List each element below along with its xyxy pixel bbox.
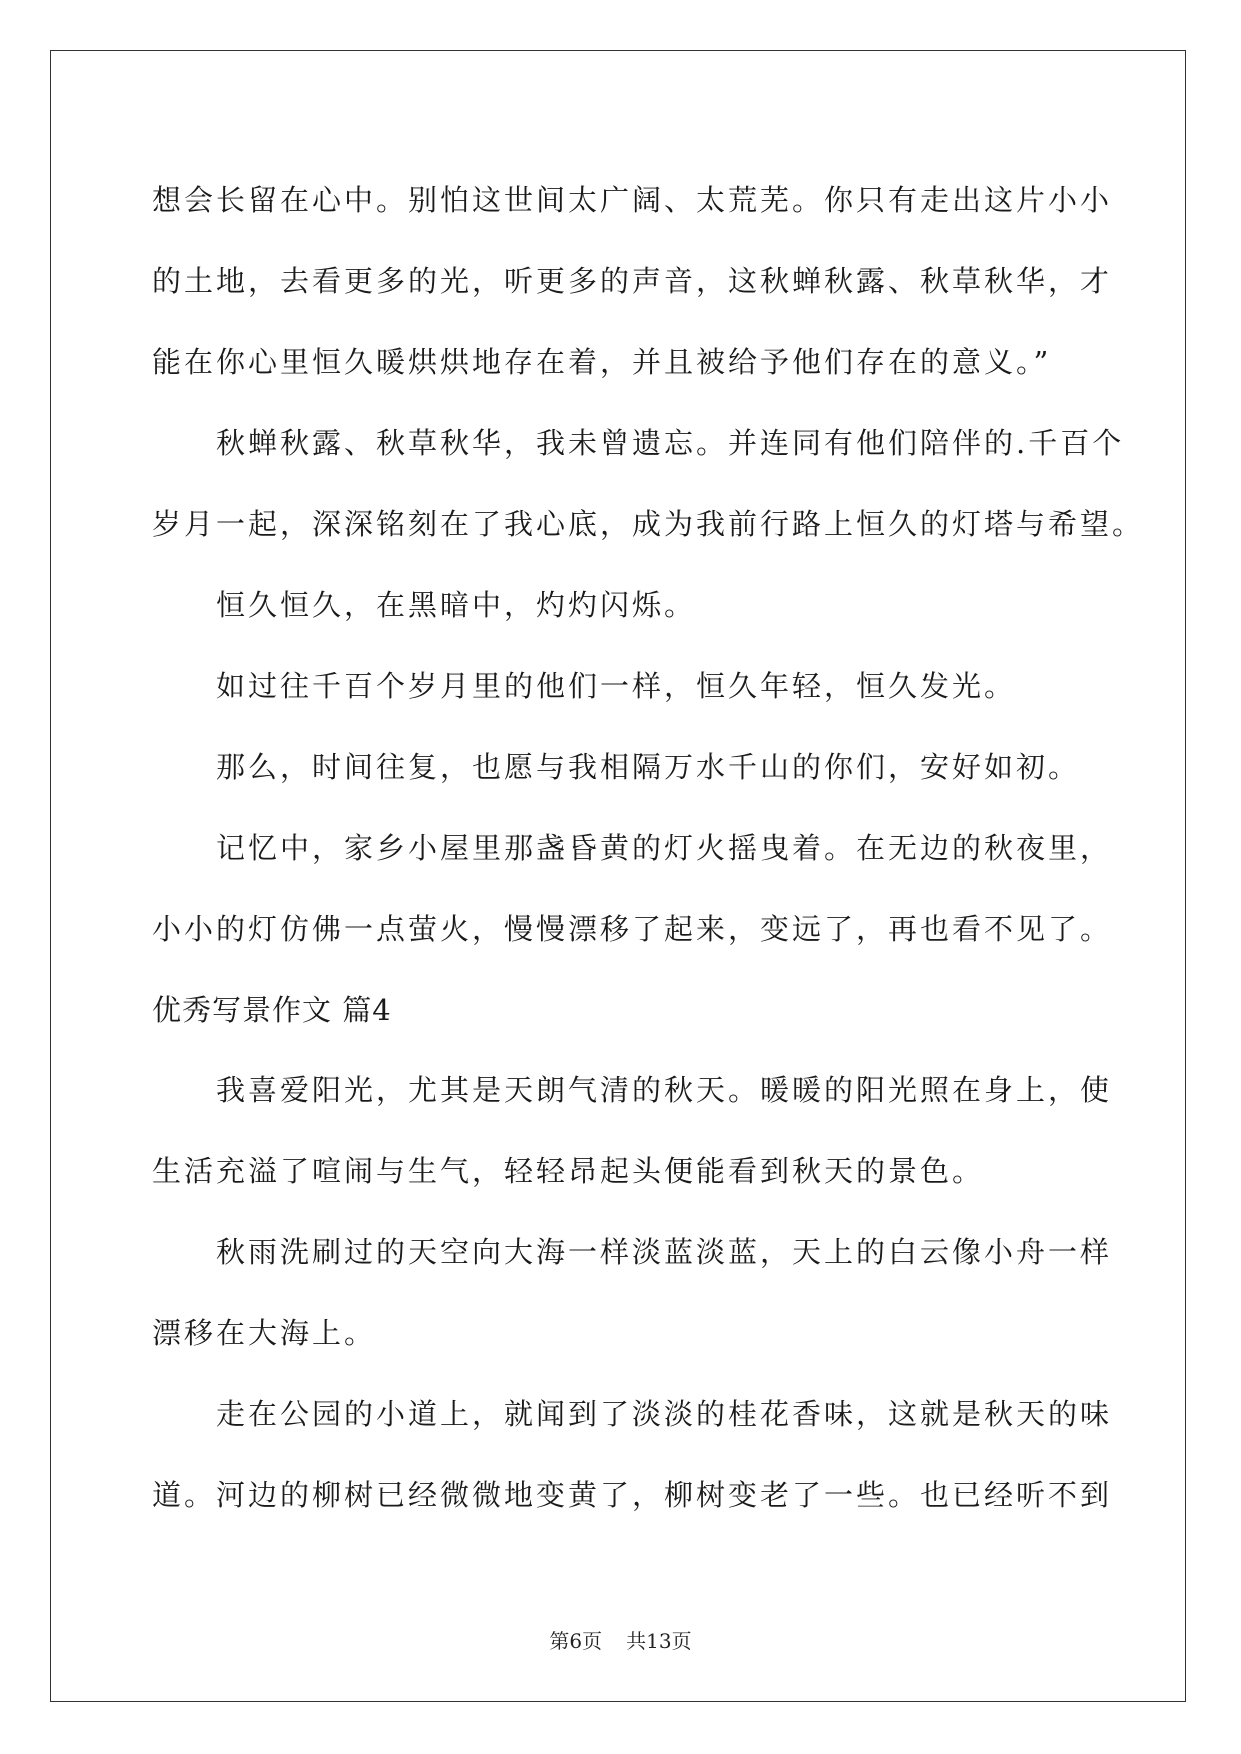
text-line: 岁月一起，深深铭刻在了我心底，成为我前行路上恒久的灯塔与希望。 (152, 507, 1145, 541)
text-line: 走在公园的小道上，就闻到了淡淡的桂花香味，这就是秋天的味 (216, 1397, 1113, 1431)
text-line: 那么，时间往复，也愿与我相隔万水千山的你们，安好如初。 (216, 750, 1081, 784)
text-line: 能在你心里恒久暖烘烘地存在着，并且被给予他们存在的意义。” (152, 345, 1052, 379)
document-body (152, 160, 1145, 1536)
text-line: 秋雨洗刷过的天空向大海一样淡蓝淡蓝，天上的白云像小舟一样 (216, 1235, 1113, 1269)
text-line: 小小的灯仿佛一点萤火，慢慢漂移了起来，变远了，再也看不见了。 (152, 912, 1113, 946)
text-line: 恒久恒久，在黑暗中，灼灼闪烁。 (216, 588, 697, 622)
section-heading: 优秀写景作文 篇4 (152, 993, 392, 1027)
page-footer (0, 1625, 1241, 1654)
text-line: 记忆中，家乡小屋里那盏昏黄的灯火摇曳着。在无边的秋夜里， (216, 831, 1113, 865)
text-line: 秋蝉秋露、秋草秋华，我未曾遗忘。并连同有他们陪伴的.千百个 (216, 426, 1125, 460)
text-line: 如过往千百个岁月里的他们一样，恒久年轻，恒久发光。 (216, 669, 1017, 703)
text-line: 漂移在大海上。 (152, 1316, 377, 1350)
text-line: 我喜爱阳光，尤其是天朗气清的秋天。暖暖的阳光照在身上，使 (216, 1073, 1113, 1107)
text-line: 想会长留在心中。别怕这世间太广阔、太荒芜。你只有走出这片小小 (152, 183, 1113, 217)
page-number-current: 第6页 (549, 1629, 603, 1653)
text-line: 的土地，去看更多的光，听更多的声音，这秋蝉秋露、秋草秋华，才 (152, 264, 1113, 298)
text-line: 道。河边的柳树已经微微地变黄了，柳树变老了一些。也已经听不到 (152, 1478, 1113, 1512)
text-line: 生活充溢了喧闹与生气，轻轻昂起头便能看到秋天的景色。 (152, 1154, 985, 1188)
page-number-total: 共13页 (626, 1629, 692, 1653)
